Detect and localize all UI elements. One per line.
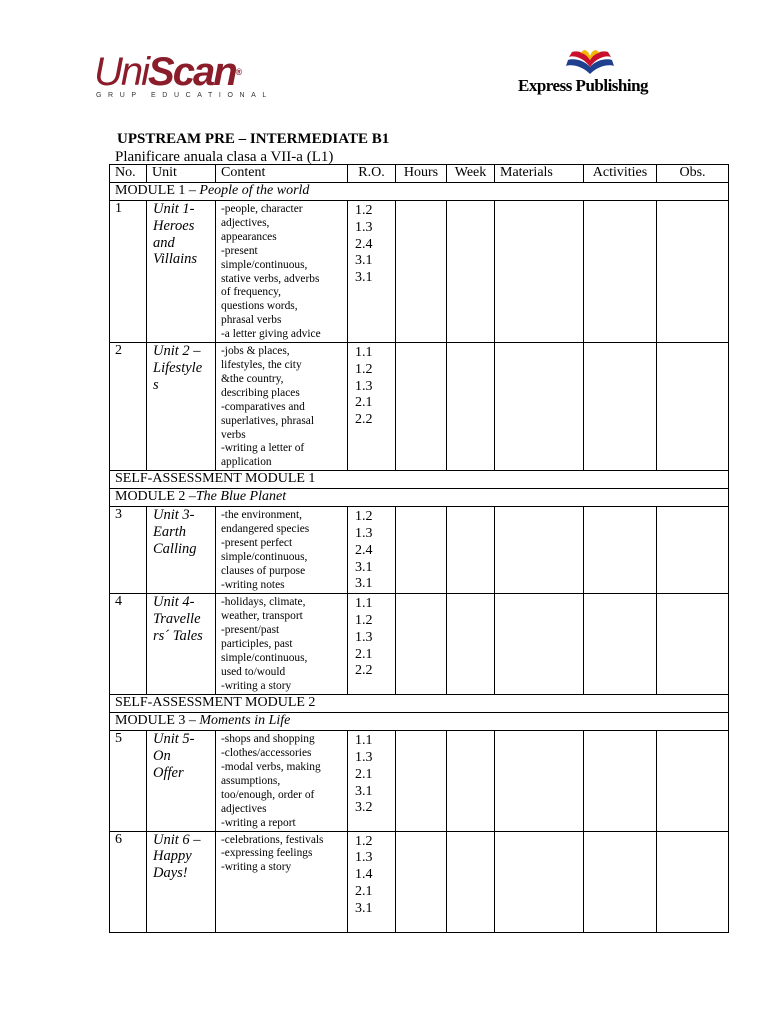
row-obs bbox=[657, 507, 729, 594]
module-title: SELF-ASSESSMENT MODULE 2 bbox=[110, 695, 729, 713]
row-hours bbox=[396, 594, 447, 695]
module-title: SELF-ASSESSMENT MODULE 1 bbox=[110, 471, 729, 489]
row-no: 6 bbox=[110, 831, 147, 932]
row-unit: Unit 6 – Happy Days! bbox=[147, 831, 216, 932]
header-content: Content bbox=[216, 165, 348, 183]
row-materials bbox=[495, 594, 584, 695]
module-title: MODULE 1 – bbox=[115, 183, 200, 198]
row-ro: 1.2 1.3 2.4 3.1 3.1 bbox=[348, 507, 396, 594]
row-week bbox=[447, 831, 495, 932]
document-subtitle: Planificare anuala clasa a VII-a (L1) bbox=[115, 149, 334, 165]
module-row bbox=[110, 713, 729, 731]
row-materials bbox=[495, 343, 584, 471]
header-no: No. bbox=[110, 165, 147, 183]
module-row bbox=[110, 489, 729, 507]
document-title: UPSTREAM PRE – INTERMEDIATE B1 bbox=[117, 131, 390, 147]
row-content: -holidays, climate, weather, transport -present/past participles, past simple/continuous, used to/would -writing a story bbox=[216, 594, 348, 695]
row-activities bbox=[584, 201, 657, 343]
module-title: MODULE 3 – bbox=[115, 713, 200, 729]
row-materials bbox=[495, 731, 584, 831]
row-week bbox=[447, 594, 495, 695]
row-content: -celebrations, festivals -expressing feelings -writing a story bbox=[216, 831, 348, 932]
table-row bbox=[110, 507, 729, 594]
header-activities: Activities bbox=[584, 165, 657, 183]
table-header-row bbox=[110, 165, 729, 183]
row-content: -jobs & places, lifestyles, the city &the country, describing places -comparatives and superlatives, phrasal verbs -writing a letter of application bbox=[216, 343, 348, 471]
open-book-icon bbox=[564, 50, 616, 76]
row-activities bbox=[584, 831, 657, 932]
row-week bbox=[447, 731, 495, 831]
row-unit: Unit 3- Earth Calling bbox=[147, 507, 216, 594]
row-materials bbox=[495, 831, 584, 932]
uniscan-wordmark: UniScan® bbox=[94, 50, 241, 94]
row-activities bbox=[584, 343, 657, 471]
module-name: Moments in Life bbox=[199, 713, 291, 729]
table-row bbox=[110, 594, 729, 695]
row-ro: 1.2 1.3 1.4 2.1 3.1 bbox=[348, 831, 396, 932]
row-hours bbox=[396, 731, 447, 831]
row-activities bbox=[584, 731, 657, 831]
table-row bbox=[110, 831, 729, 932]
header-week: Week bbox=[447, 165, 495, 183]
row-materials bbox=[495, 507, 584, 594]
row-hours bbox=[396, 507, 447, 594]
row-unit: Unit 2 – Lifestyle s bbox=[147, 343, 216, 471]
row-materials bbox=[495, 201, 584, 343]
row-hours bbox=[396, 201, 447, 343]
row-no: 1 bbox=[110, 201, 147, 343]
row-hours bbox=[396, 831, 447, 932]
row-activities bbox=[584, 507, 657, 594]
row-no: 5 bbox=[110, 731, 147, 831]
row-unit: Unit 1- Heroes and Villains bbox=[147, 201, 216, 343]
module-title: MODULE 2 – bbox=[115, 489, 196, 505]
row-obs bbox=[657, 201, 729, 343]
row-hours bbox=[396, 343, 447, 471]
row-obs bbox=[657, 594, 729, 695]
module-row bbox=[110, 471, 729, 489]
module-row bbox=[110, 183, 729, 201]
row-ro: 1.1 1.3 2.1 3.1 3.2 bbox=[348, 731, 396, 831]
row-activities bbox=[584, 594, 657, 695]
header-unit: Unit bbox=[147, 165, 216, 183]
express-publishing-wordmark: Express Publishing bbox=[518, 76, 649, 95]
row-unit: Unit 4- Travelle rs´ Tales bbox=[147, 594, 216, 695]
planning-table bbox=[109, 164, 729, 933]
row-obs bbox=[657, 831, 729, 932]
row-week bbox=[447, 343, 495, 471]
row-content: -the environment, endangered species -present perfect simple/continuous, clauses of purpose -writing notes bbox=[216, 507, 348, 594]
table-row bbox=[110, 731, 729, 831]
row-ro: 1.1 1.2 1.3 2.1 2.2 bbox=[348, 594, 396, 695]
header-materials: Materials bbox=[495, 165, 584, 183]
table-row bbox=[110, 343, 729, 471]
row-no: 3 bbox=[110, 507, 147, 594]
uniscan-logo bbox=[94, 50, 273, 104]
row-week bbox=[447, 201, 495, 343]
row-obs bbox=[657, 343, 729, 471]
row-obs bbox=[657, 731, 729, 831]
row-content: -people, character adjectives, appearances -present simple/continuous, stative verbs, adverbs of frequency, questions words, phrasal verbs -a letter giving advice bbox=[216, 201, 348, 343]
row-ro: 1.2 1.3 2.4 3.1 3.1 bbox=[348, 201, 396, 343]
table-row bbox=[110, 201, 729, 343]
row-no: 4 bbox=[110, 594, 147, 695]
row-ro: 1.1 1.2 1.3 2.1 2.2 bbox=[348, 343, 396, 471]
row-content: -shops and shopping -clothes/accessories -modal verbs, making assumptions, too/enough, order of adjectives -writing a report bbox=[216, 731, 348, 831]
module-name: People of the world bbox=[199, 183, 310, 198]
row-unit: Unit 5- On Offer bbox=[147, 731, 216, 831]
row-no: 2 bbox=[110, 343, 147, 471]
row-week bbox=[447, 507, 495, 594]
header-ro: R.O. bbox=[348, 165, 396, 183]
header-hours: Hours bbox=[396, 165, 447, 183]
module-row bbox=[110, 695, 729, 713]
module-name: The Blue Planet bbox=[195, 489, 287, 505]
header-obs: Obs. bbox=[657, 165, 729, 183]
uniscan-tagline: GRUP EDUCATIONAL bbox=[96, 92, 273, 99]
express-publishing-logo bbox=[518, 50, 648, 100]
